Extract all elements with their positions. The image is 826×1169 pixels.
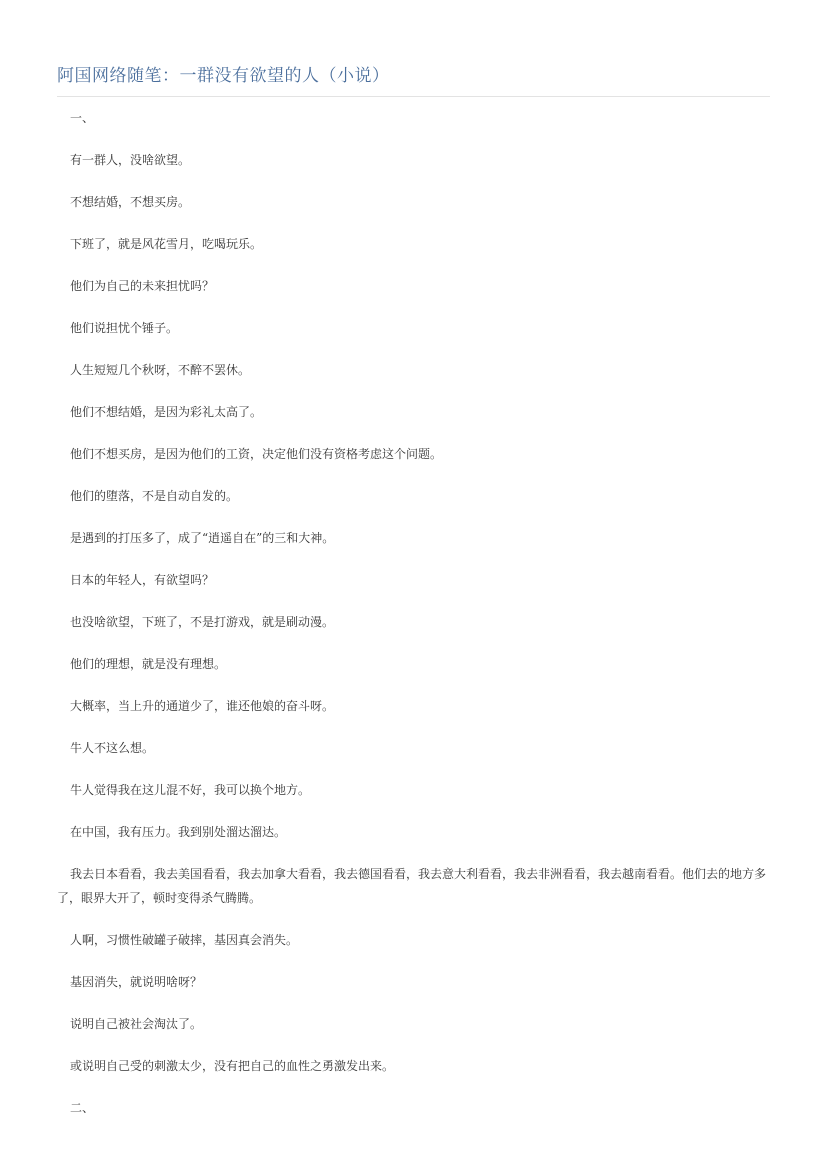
paragraph: 或说明自己受的刺激太少，没有把自己的血性之勇激发出来。	[70, 1059, 395, 1073]
paragraph: 大概率，当上升的通道少了，谁还他娘的奋斗呀。	[70, 699, 335, 713]
paragraph: 他们为自己的未来担忧吗？	[70, 279, 215, 293]
paragraph: 日本的年轻人，有欲望吗？	[70, 573, 215, 587]
article-body	[57, 106, 770, 1120]
paragraph: 他们说担忧个锤子。	[70, 321, 179, 335]
paragraph: 人生短短几个秋呀，不醉不罢休。	[70, 363, 251, 377]
paragraph: 不想结婚，不想买房。	[70, 195, 191, 209]
paragraph: 下班了，就是风花雪月，吃喝玩乐。	[70, 237, 263, 251]
article-title: 阿国网络随笔：一群没有欲望的人（小说）	[57, 62, 770, 97]
paragraph: 他们的堕落，不是自动自发的。	[70, 489, 239, 503]
document-page	[57, 62, 770, 1120]
section-heading: 二、	[70, 1101, 95, 1115]
paragraph: 他们的理想，就是没有理想。	[70, 657, 227, 671]
paragraph: 有一群人，没啥欲望。	[70, 153, 191, 167]
paragraph: 在中国，我有压力。我到别处溜达溜达。	[70, 825, 287, 839]
paragraph: 牛人不这么想。	[70, 741, 155, 755]
paragraph: 基因消失，就说明啥呀？	[70, 975, 203, 989]
paragraph: 人啊，习惯性破罐子破摔，基因真会消失。	[70, 933, 299, 947]
paragraph: 牛人觉得我在这儿混不好，我可以换个地方。	[70, 783, 311, 797]
paragraph: 他们不想结婚，是因为彩礼太高了。	[70, 405, 263, 419]
paragraph: 说明自己被社会淘汰了。	[70, 1017, 203, 1031]
section-heading: 一、	[70, 111, 95, 125]
paragraph: 他们不想买房，是因为他们的工资，决定他们没有资格考虑这个问题。	[70, 447, 443, 461]
paragraph: 是遇到的打压多了，成了“逍遥自在”的三和大神。	[70, 531, 335, 545]
paragraph: 我去日本看看，我去美国看看，我去加拿大看看，我去德国看看，我去意大利看看，我去非洲看看，我去越南看看。他们去的地方多了，眼界大开了，顿时变得杀气腾腾。	[57, 867, 767, 905]
paragraph: 也没啥欲望，下班了，不是打游戏，就是刷动漫。	[70, 615, 335, 629]
